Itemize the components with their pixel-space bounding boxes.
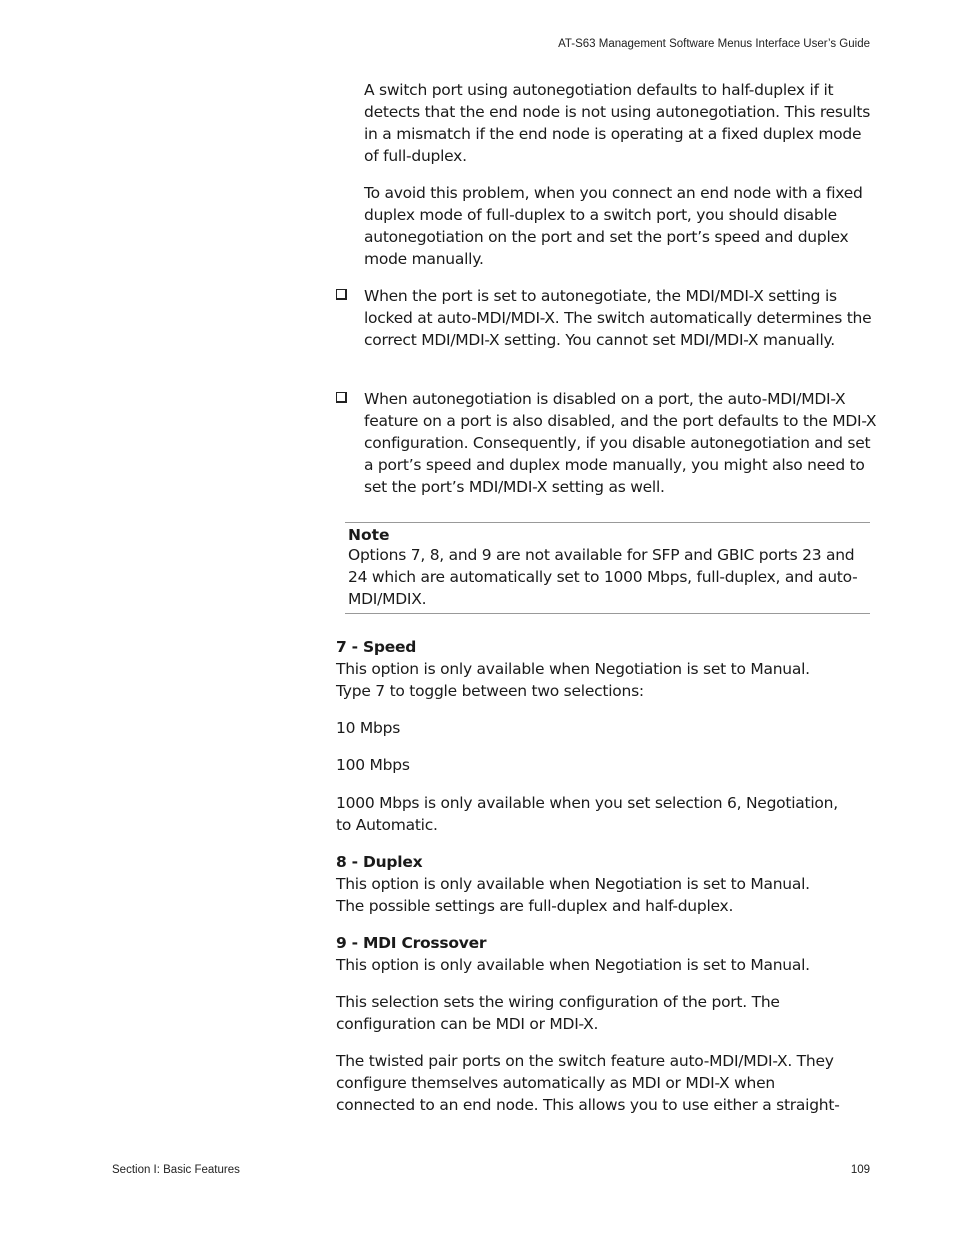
mdi-twisted-pair-paragraph: The twisted pair ports on the switch feature auto-MDI/MDI-X. They configure themselves automatically as MDI or MDI-X when connected to an end node. This allows you to use either a straight- <box>336 1052 840 1114</box>
speed-description: This option is only available when Negotiation is set to Manual. Type 7 to toggle between two selections: <box>336 660 810 700</box>
mdi-wiring-paragraph: This selection sets the wiring configuration of the port. The configuration can be MDI or MDI-X. <box>336 993 780 1033</box>
checkbox-bullet-icon <box>336 289 347 300</box>
page-number: 109 <box>850 1164 870 1176</box>
speed-gigabit-note: 1000 Mbps is only available when you set selection 6, Negotiation, to Automatic. <box>336 794 838 834</box>
note-text: Options 7, 8, and 9 are not available for SFP and GBIC ports 23 and 24 which are automatically set to 1000 Mbps, full-duplex, and auto-MDI/MDIX. <box>348 546 858 608</box>
footer-section-label: Section I: Basic Features <box>112 1164 240 1176</box>
duplex-heading: 8 - Duplex <box>336 853 423 871</box>
mdi-description: This option is only available when Negotiation is set to Manual. <box>336 956 810 974</box>
duplex-description: This option is only available when Negotiation is set to Manual. The possible settings are full-duplex and half-duplex. <box>336 875 810 915</box>
running-header: AT-S63 Management Software Menus Interface User’s Guide <box>558 38 870 50</box>
speed-option-10: 10 Mbps <box>336 719 401 737</box>
bullet-item-autonegotiate: When the port is set to autonegotiate, the MDI/MDI-X setting is locked at auto-MDI/MDI-X. The switch automatically determines the correct MDI/MDI-X setting. You cannot set MDI/MDI-X manually. <box>364 287 872 349</box>
paragraph-avoid-problem: To avoid this problem, when you connect an end node with a fixed duplex mode of full-duplex to a switch port, you should disable autonegotiation on the port and set the port’s speed and duplex mode manually. <box>364 184 863 268</box>
paragraph-half-duplex-default: A switch port using autonegotiation defaults to half-duplex if it detects that the end node is not using autonegotiation. This results in a mismatch if the end node is operating at a fixed duplex mode of full-duplex. <box>364 81 871 165</box>
mdi-heading: 9 - MDI Crossover <box>336 934 487 952</box>
bullet-item-autoneg-disabled: When autonegotiation is disabled on a port, the auto-MDI/MDI-X feature on a port is also disabled, and the port defaults to the MDI-X configuration. Consequently, if you disable autonegotiation and set a port’s speed and duplex mode manually, you might also need to set the port’s MDI/MDI-X setting as well. <box>364 390 877 496</box>
speed-heading: 7 - Speed <box>336 638 417 656</box>
note-box <box>345 522 870 614</box>
checkbox-bullet-icon <box>336 392 347 403</box>
speed-option-100: 100 Mbps <box>336 756 410 774</box>
note-title: Note <box>348 526 390 544</box>
